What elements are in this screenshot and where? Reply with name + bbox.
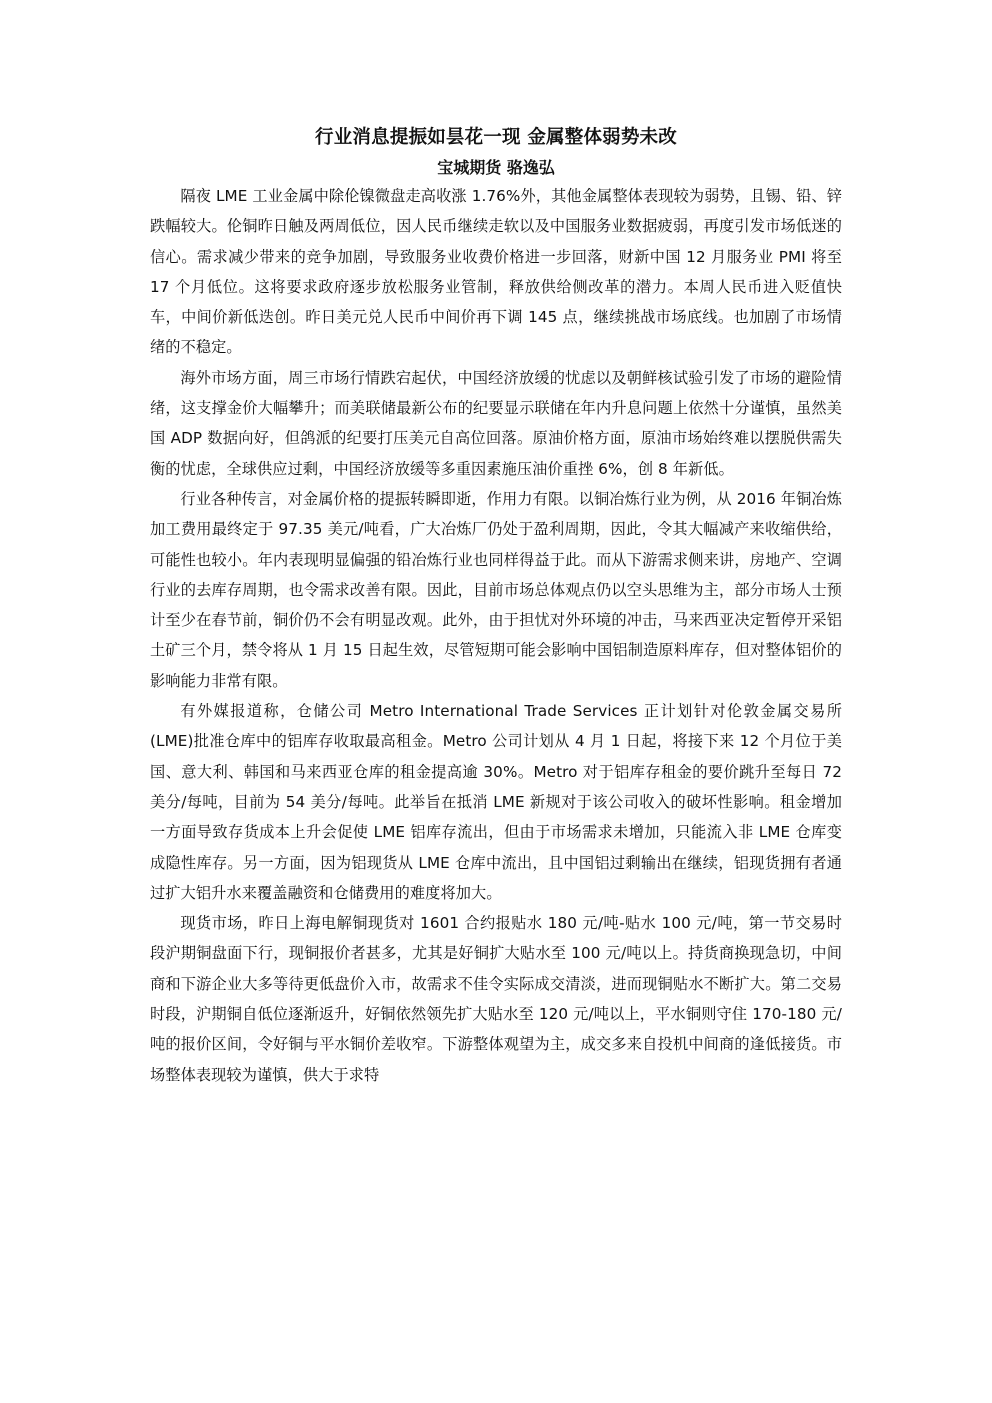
paragraph-1: 隔夜 LME 工业金属中除伦镍微盘走高收涨 1.76%外，其他金属整体表现较为弱势，且锡、铅、锌跌幅较大。伦铜昨日触及两周低位，因人民币继续走软以及中国服务业数据疲弱，再度引发市场低迷的信心。需求减少带来的竞争加剧，导致服务业收费价格进一步回落，财新中国 12 月服务业 PMI 将至 17 个月低位。这将要求政府逐步放松服务业管制，释放供给侧改革的潜力。本周人民币进入贬值快车，中间价新低迭创。昨日美元兑人民币中间价再下调 145 点，继续挑战市场底线。也加剧了市场情绪的不稳定。 [150, 187, 842, 357]
article-title: 行业消息提振如昙花一现 金属整体弱势未改 [315, 127, 677, 148]
paragraph-4: 有外媒报道称，仓储公司 Metro International Trade Services 正计划针对伦敦金属交易所(LME)批准仓库中的铝库存收取最高租金。Metro 公司计划从 4 月 1 日起，将接下来 12 个月位于美国、意大利、韩国和马来西亚仓库的租金提高逾 30%。Metro 对于铝库存租金的要价跳升至每日 72 美分/每吨，目前为 54 美分/每吨。此举旨在抵消 LME 新规对于该公司收入的破坏性影响。租金增加一方面导致存货成本上升会促使 LME 铝库存流出，但由于市场需求未增加，只能流入非 LME 仓库变成隐性库存。另一方面，因为铝现货从 LME 仓库中流出，且中国铝过剩输出在继续，铝现货拥有者通过扩大铝升水来覆盖融资和仓储费用的难度将加大。 [150, 702, 842, 902]
paragraph-3: 行业各种传言，对金属价格的提振转瞬即逝，作用力有限。以铜冶炼行业为例，从 2016 年铜冶炼加工费用最终定于 97.35 美元/吨看，广大冶炼厂仍处于盈利周期，因此，令其大幅减产来收缩供给，可能性也较小。年内表现明显偏强的铅冶炼行业也同样得益于此。而从下游需求侧来讲，房地产、空调行业的去库存周期，也令需求改善有限。因此，目前市场总体观点仍以空头思维为主，部分市场人士预计至少在春节前，铜价仍不会有明显改观。此外，由于担忧对外环境的冲击，马来西亚决定暂停开采铝土矿三个月，禁令将从 1 月 15 日起生效，尽管短期可能会影响中国铝制造原料库存，但对整体铝价的影响能力非常有限。 [150, 489, 842, 690]
document-page [150, 120, 842, 1090]
article-author: 宝城期货 骆逸弘 [437, 158, 555, 177]
paragraph-2: 海外市场方面，周三市场行情跌宕起伏，中国经济放缓的忧虑以及朝鲜核试验引发了市场的避险情绪，这支撑金价大幅攀升；而美联储最新公布的纪要显示联储在年内升息问题上依然十分谨慎，虽然美国 ADP 数据向好，但鸽派的纪要打压美元自高位回落。原油价格方面，原油市场始终难以摆脱供需失衡的忧虑，全球供应过剩，中国经济放缓等多重因素施压油价重挫 6%，创 8 年新低。 [150, 368, 842, 478]
paragraph-5: 现货市场，昨日上海电解铜现货对 1601 合约报贴水 180 元/吨-贴水 100 元/吨，第一节交易时段沪期铜盘面下行，现铜报价者甚多，尤其是好铜扩大贴水至 100 元/吨以上。持货商换现急切，中间商和下游企业大多等待更低盘价入市，故需求不佳令实际成交清淡，进而现铜贴水不断扩大。第二交易时段，沪期铜自低位逐渐返升，好铜依然领先扩大贴水至 120 元/吨以上，平水铜则守住 170-180 元/吨的报价区间，令好铜与平水铜价差收窄。下游整体观望为主，成交多来自投机中间商的逢低接货。市场整体表现较为谨慎，供大于求特 [150, 914, 842, 1084]
